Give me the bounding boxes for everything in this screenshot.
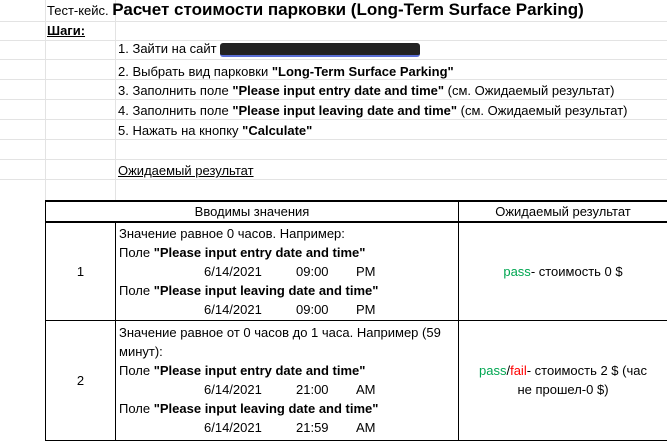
step-3	[118, 82, 615, 100]
step-4	[118, 102, 628, 120]
step-text: Нажать на кнопку	[132, 123, 243, 138]
result-text: - стоимость 0 $	[530, 263, 623, 279]
row-description-cont: минут):	[119, 344, 163, 359]
grid-line	[0, 159, 667, 160]
leave-ampm: AM	[356, 420, 376, 435]
entry-datetime	[116, 380, 458, 399]
result-pass: pass	[503, 263, 531, 279]
entry-time: 21:00	[296, 382, 329, 397]
leave-time: 21:59	[296, 420, 329, 435]
step-text: Зайти на сайт	[132, 41, 217, 56]
step-text: Выбрать вид парковки	[132, 64, 272, 79]
test-table	[45, 200, 667, 441]
step-number: 4.	[118, 103, 129, 118]
row-description: Значение равное от 0 часов до 1 часа. Например (59	[119, 325, 441, 340]
title-text: Расчет стоимости парковки (Long-Term Surface Parking)	[112, 0, 584, 19]
row-number: 2	[46, 320, 116, 440]
input-cell	[116, 222, 459, 320]
field-prefix: Поле	[119, 401, 154, 416]
column-header-input: Вводимы значения	[46, 201, 459, 222]
field-name: "Please input leaving date and time"	[153, 282, 379, 298]
steps-label: Шаги:	[47, 23, 86, 38]
field-name: "Please input entry date and time"	[153, 244, 366, 260]
table-row	[46, 320, 667, 440]
field-prefix: Поле	[119, 244, 154, 260]
field-name: "Please input entry date and time"	[153, 363, 366, 378]
expected-cell	[459, 222, 667, 320]
expected-result-link[interactable]: Ожидаемый результат	[118, 163, 254, 178]
step-text: Заполнить поле	[132, 103, 233, 118]
column-header-expected: Ожидаемый результат	[459, 201, 667, 222]
step-number: 5.	[118, 123, 129, 138]
result-text: - стоимость 2 $ (час	[526, 363, 647, 378]
result-sep: /	[506, 363, 511, 378]
input-cell	[116, 320, 459, 440]
leave-datetime	[116, 418, 458, 437]
step-bold: "Calculate"	[242, 123, 313, 138]
leave-date: 6/14/2021	[204, 420, 262, 435]
grid-line	[0, 179, 667, 180]
step-text: Заполнить поле	[132, 83, 233, 98]
step-2	[118, 63, 454, 81]
step-bold: "Please input entry date and time"	[232, 83, 445, 98]
grid-line	[115, 0, 116, 200]
table-row	[46, 222, 667, 320]
page-title	[47, 1, 584, 20]
step-5	[118, 122, 312, 140]
step-post: (см. Ожидаемый результат)	[457, 103, 628, 118]
result-pass: pass	[479, 363, 507, 378]
leave-field-line	[116, 281, 458, 300]
leave-field-line	[116, 399, 458, 418]
table-header-row	[46, 201, 667, 222]
entry-datetime	[116, 262, 458, 281]
step-number: 1.	[118, 41, 129, 56]
leave-date: 6/14/2021	[204, 301, 262, 317]
field-prefix: Поле	[119, 363, 154, 378]
expected-cell	[459, 320, 667, 440]
entry-field-line	[116, 361, 458, 380]
grid-line	[0, 59, 667, 60]
grid-line	[45, 0, 46, 200]
leave-ampm: PM	[356, 301, 376, 317]
step-number: 3.	[118, 83, 129, 98]
step-bold: "Please input leaving date and time"	[232, 103, 458, 118]
leave-time: 09:00	[296, 301, 329, 317]
step-1	[118, 40, 420, 58]
grid-line	[0, 21, 667, 22]
entry-date: 6/14/2021	[204, 382, 262, 397]
redacted-url	[220, 43, 420, 57]
leave-datetime	[116, 300, 458, 319]
result-fail: fail	[510, 363, 527, 378]
entry-date: 6/14/2021	[204, 263, 262, 279]
entry-field-line	[116, 243, 458, 262]
row-description: Значение равное 0 часов. Например:	[119, 225, 345, 241]
field-prefix: Поле	[119, 282, 154, 298]
row-number: 1	[46, 222, 116, 320]
field-name: "Please input leaving date and time"	[153, 401, 379, 416]
title-prefix: Тест-кейс.	[47, 3, 109, 18]
result-text-cont: не прошел-0 $)	[517, 382, 609, 397]
step-number: 2.	[118, 64, 129, 79]
entry-ampm: PM	[356, 263, 376, 279]
entry-time: 09:00	[296, 263, 329, 279]
grid-line	[0, 139, 667, 140]
step-post: (см. Ожидаемый результат)	[444, 83, 615, 98]
step-bold: "Long-Term Surface Parking"	[271, 64, 454, 79]
entry-ampm: AM	[356, 382, 376, 397]
